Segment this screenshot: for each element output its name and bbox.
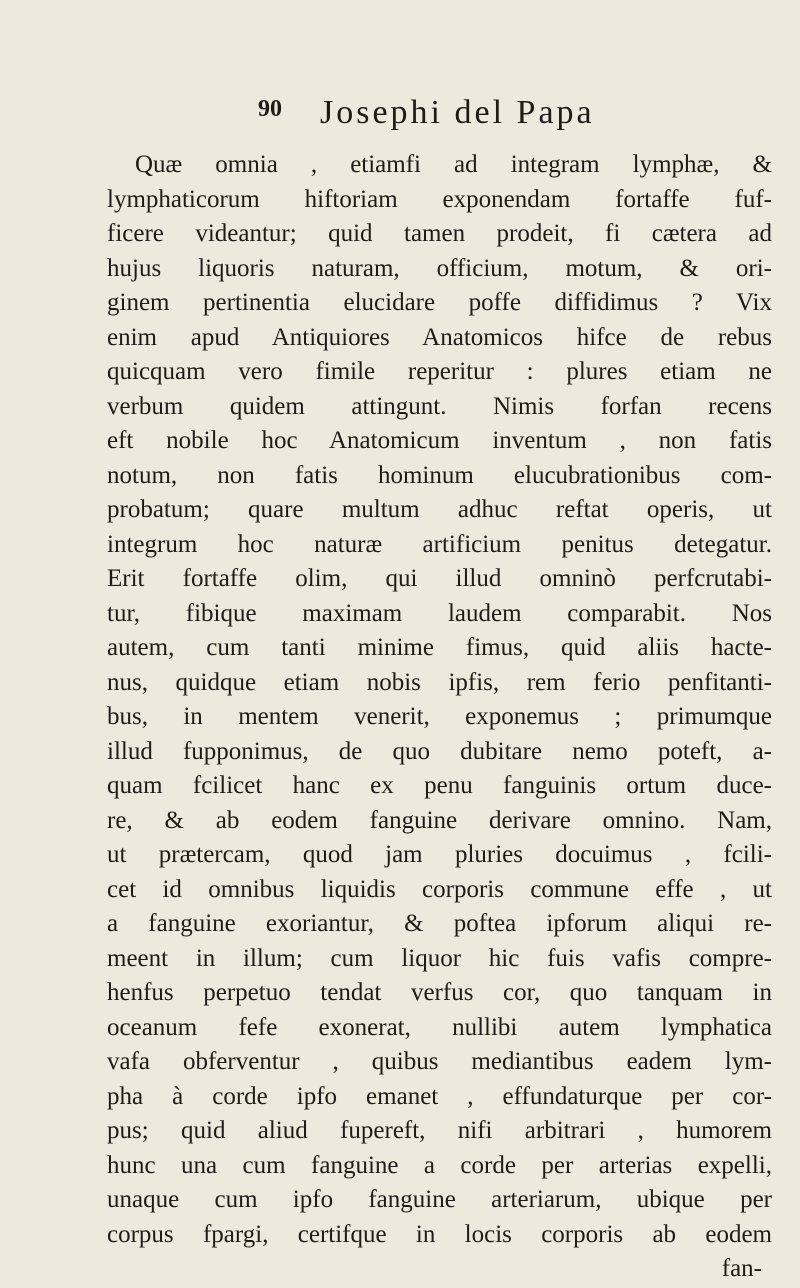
text-line: integrum hoc naturæ artificium penitus detegatur. <box>107 530 772 558</box>
text-line: probatum; quare multum adhuc reftat operis, ut <box>107 496 772 523</box>
text-line: verbum quidem attingunt. Nimis forfan recens <box>107 392 772 420</box>
text-line: Quæ omnia , etiamfi ad integram lymphæ, & <box>135 151 772 178</box>
text-line: corpus fpargi, certifque in locis corporis ab eodem <box>107 1220 772 1248</box>
catchword: fan- <box>721 1255 762 1282</box>
text-line: lymphaticorum hiftoriam exponendam fortaffe fuf- <box>107 185 772 213</box>
text-line: pha à corde ipfo emanet , effundaturque per cor- <box>107 1082 772 1110</box>
page-number: 90 <box>258 96 282 122</box>
running-head: Josephi del Papa <box>320 94 595 131</box>
text-line: meent in illum; cum liquor hic fuis vafis compre- <box>107 944 772 972</box>
text-line: hunc una cum fanguine a corde per arterias expelli, <box>107 1151 772 1179</box>
text-line: hujus liquoris naturam, officium, motum, & ori- <box>107 254 772 282</box>
text-line: eft nobile hoc Anatomicum inventum , non fatis <box>107 427 772 454</box>
text-line: ficere videantur; quid tamen prodeit, fi cætera ad <box>107 220 772 247</box>
text-line: re, & ab eodem fanguine derivare omnino. Nam, <box>107 806 772 834</box>
text-line: ginem pertinentia elucidare poffe diffidimus ? Vix <box>107 289 772 316</box>
text-line: enim apud Antiquiores Anatomicos hifce de rebus <box>107 323 772 351</box>
text-line: vafa obferventur , quibus mediantibus eadem lym- <box>107 1048 772 1075</box>
page-header <box>210 94 730 134</box>
text-line: oceanum fefe exonerat, nullibi autem lymphatica <box>107 1013 772 1041</box>
text-line: autem, cum tanti minime fimus, quid aliis hacte- <box>107 634 772 661</box>
text-line: notum, non fatis hominum elucubrationibus com- <box>107 461 772 489</box>
text-line: a fanguine exoriantur, & poftea ipforum aliqui re- <box>107 910 772 937</box>
text-line: Erit fortaffe olim, qui illud omninò perfcrutabi- <box>107 565 772 592</box>
text-line: cet id omnibus liquidis corporis commune effe , ut <box>107 875 772 903</box>
body-text <box>107 148 772 1287</box>
text-line: henfus perpetuo tendat verfus cor, quo tanquam in <box>107 979 772 1006</box>
text-line: unaque cum ipfo fanguine arteriarum, ubique per <box>107 1186 772 1213</box>
text-line: illud fupponimus, de quo dubitare nemo poteft, a- <box>107 737 772 765</box>
text-line: quam fcilicet hanc ex penu fanguinis ortum duce- <box>107 772 772 799</box>
text-line: tur, fibique maximam laudem comparabit. Nos <box>107 599 772 627</box>
text-line: bus, in mentem venerit, exponemus ; primumque <box>107 703 772 730</box>
text-line: ut prætercam, quod jam pluries docuimus , fcili- <box>107 841 772 868</box>
text-line: pus; quid aliud fupereft, nifi arbitrari , humorem <box>107 1117 772 1144</box>
text-line: nus, quidque etiam nobis ipfis, rem ferio penfitanti- <box>107 668 772 696</box>
text-line: quicquam vero fimile reperitur : plures etiam ne <box>107 358 772 385</box>
